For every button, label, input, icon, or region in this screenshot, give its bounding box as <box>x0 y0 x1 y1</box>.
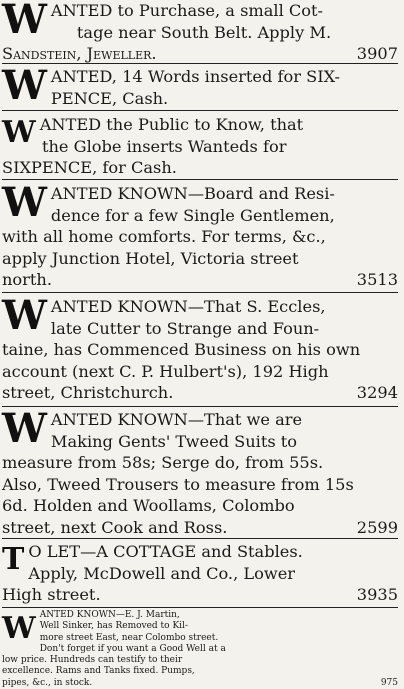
ad-line: ANTED KNOWN—That we are <box>50 410 303 429</box>
divider-rule <box>2 292 398 293</box>
ad-last-line: pipes, &c., in stock. 975 <box>2 677 398 688</box>
ad-line: SIXPENCE, for Cash. <box>2 158 177 178</box>
ad-line: Apply, McDowell and Co., Lower <box>28 563 296 583</box>
drop-capital: W <box>2 115 36 150</box>
ad-line: taine, has Commenced Business on his own <box>2 340 361 360</box>
classified-ad-7 <box>2 541 398 606</box>
ad-last-line: street, next Cook and Ross. 2599 <box>2 517 398 537</box>
ad-reference-number: 3513 <box>356 270 398 290</box>
ad-line: excellence. Rams and Tanks fixed. Pumps, <box>2 666 195 677</box>
ad-line: ANTED the Public to Know, that <box>39 115 304 134</box>
ad-line: low price. Hundreds can testify to their <box>2 655 183 665</box>
drop-capital: W <box>2 405 47 452</box>
ad-line: 6d. Holden and Woollams, Colombo <box>2 496 295 516</box>
classified-ad-6 <box>2 405 398 539</box>
divider-rule <box>2 406 398 407</box>
ad-line: ANTED KNOWN—That S. Eccles, <box>50 297 326 316</box>
ad-last-line: north. 3513 <box>2 270 398 290</box>
ad-line: Well Sinker, has Removed to Kil- <box>39 621 188 632</box>
divider-rule <box>2 63 398 64</box>
ad-line: ANTED KNOWN—E. J. Martin, <box>39 610 180 620</box>
drop-capital: W <box>2 0 47 43</box>
ad-reference-number: 3294 <box>356 383 398 403</box>
drop-capital: W <box>2 292 47 339</box>
ad-line: with all home comforts. For terms, &c., <box>2 227 326 247</box>
classified-ad-4 <box>2 179 398 291</box>
drop-capital: T <box>2 542 25 577</box>
ad-last-line: street, Christchurch. 3294 <box>2 383 398 403</box>
ad-line: ANTED, 14 Words inserted for SIX- <box>50 67 341 86</box>
ad-line: measure from 58s; Serge do, from 55s. <box>2 453 324 473</box>
ad-line: apply Junction Hotel, Victoria street <box>2 248 299 268</box>
ad-line: Also, Tweed Trousers to measure from 15s <box>2 474 354 494</box>
ad-line: dence for a few Single Gentlemen, <box>50 205 335 225</box>
drop-capital: W <box>2 611 36 646</box>
ad-reference-number: 3935 <box>356 585 398 605</box>
ad-last-line: High street. 3935 <box>2 585 398 605</box>
classified-ad-2 <box>2 62 398 109</box>
classified-ad-5 <box>2 292 398 404</box>
classified-ad-1 <box>2 0 398 65</box>
ad-line: Making Gents' Tweed Suits to <box>50 431 298 451</box>
divider-rule <box>2 110 398 111</box>
ad-last-line: Sandstein, Jeweller. 3907 <box>2 44 398 64</box>
ad-line: more street East, near Colombo street. <box>39 632 219 643</box>
ad-line: Don't forget if you want a Good Well at a <box>39 643 226 654</box>
ad-line: late Cutter to Strange and Foun- <box>50 318 320 338</box>
ad-line: account (next C. P. Hulbert's), 192 High <box>2 361 329 381</box>
divider-rule <box>2 538 398 539</box>
divider-rule <box>2 179 398 180</box>
ad-reference-number: 975 <box>380 677 398 688</box>
ad-reference-number: 2599 <box>356 517 398 537</box>
drop-capital: W <box>2 62 47 109</box>
classified-ad-8 <box>2 610 398 689</box>
ad-reference-number: 3907 <box>356 44 398 64</box>
ad-line: tage near South Belt. Apply M. <box>76 22 332 42</box>
ad-line: PENCE, Cash. <box>50 88 169 108</box>
ad-line: the Globe inserts Wanteds for <box>42 136 287 156</box>
ad-line: ANTED KNOWN—Board and Resi- <box>50 184 335 203</box>
classified-ad-3 <box>2 114 398 179</box>
drop-capital: W <box>2 179 47 226</box>
ad-line: ANTED to Purchase, a small Cot- <box>50 1 323 20</box>
ad-line: O LET—A COTTAGE and Stables. <box>28 542 303 561</box>
divider-rule <box>2 607 398 608</box>
